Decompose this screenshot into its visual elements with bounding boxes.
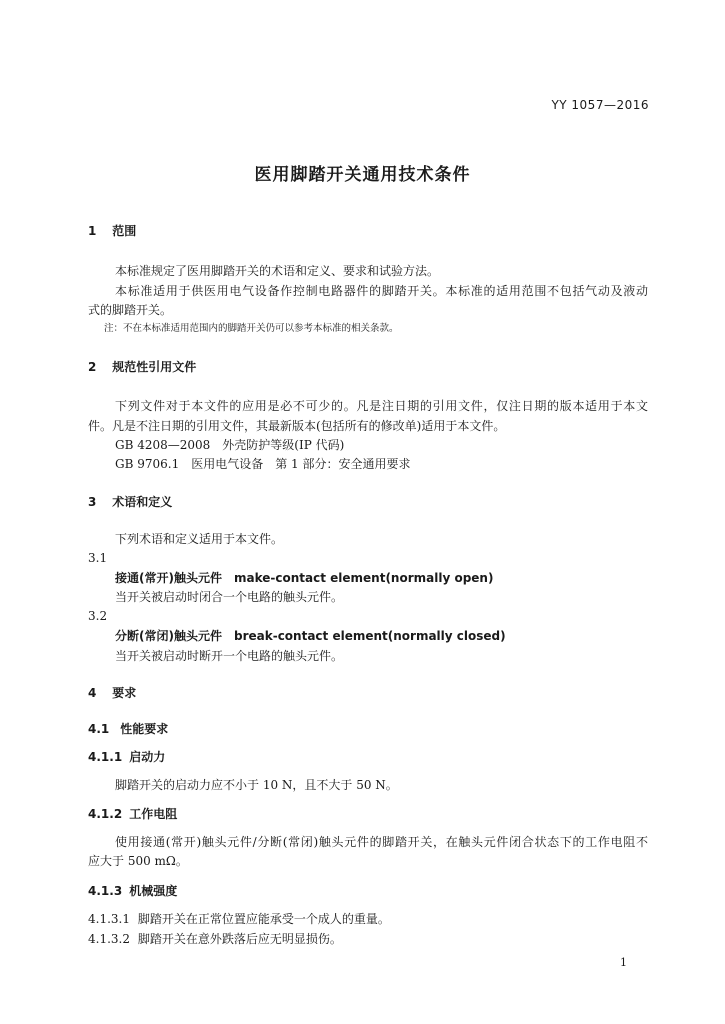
section-number: 4 <box>88 686 97 700</box>
document-title: 医用脚踏开关通用技术条件 <box>254 165 471 185</box>
paragraph-line: 应大于 500 mΩ。 <box>88 854 188 868</box>
subsection-title: 工作电阻 <box>129 807 178 821</box>
subsection-title: 启动力 <box>129 750 166 764</box>
term-definition: 当开关被启动时断开一个电路的触头元件。 <box>115 649 344 663</box>
section-number: 3 <box>88 495 97 509</box>
section-number: 1 <box>88 224 97 238</box>
section-title: 规范性引用文件 <box>112 360 197 374</box>
subsection-heading <box>88 883 177 899</box>
paragraph-line: 件。凡是不注日期的引用文件，其最新版本(包括所有的修改单)适用于本文件。 <box>88 419 506 433</box>
paragraph: 脚踏开关的启动力应不小于 10 N，且不大于 50 N。 <box>115 778 398 792</box>
term-chinese: 分断(常闭)触头元件 <box>115 629 222 643</box>
reference-item: GB 9706.1 医用电气设备 第 1 部分：安全通用要求 <box>115 457 411 471</box>
term-entry <box>115 628 506 644</box>
paragraph: 本标准规定了医用脚踏开关的术语和定义、要求和试验方法。 <box>115 264 440 278</box>
term-number: 3.2 <box>88 609 108 623</box>
reference-item: GB 4208—2008 外壳防护等级(IP 代码) <box>115 438 345 452</box>
subsection-number: 4.1.2 <box>88 807 123 821</box>
clause-text: 脚踏开关在正常位置应能承受一个成人的重量。 <box>137 912 390 926</box>
paragraph-line: 使用接通(常开)触头元件/分断(常闭)触头元件的脚踏开关，在触头元件闭合状态下的工作电阻不 <box>115 835 648 849</box>
page-number: 1 <box>620 956 627 969</box>
subsection-heading <box>88 749 165 765</box>
clause-item <box>88 931 342 947</box>
subsection-heading <box>88 721 168 737</box>
section-title: 要求 <box>112 686 137 700</box>
clause-text: 脚踏开关在意外跌落后应无明显损伤。 <box>137 932 342 946</box>
subsection-number: 4.1 <box>88 722 110 736</box>
term-definition: 当开关被启动时闭合一个电路的触头元件。 <box>115 590 344 604</box>
term-english: break-contact element(normally closed) <box>233 629 506 643</box>
paragraph-line: 式的脚踏开关。 <box>88 303 173 317</box>
term-english: make-contact element(normally open) <box>233 571 494 585</box>
standard-number: YY 1057—2016 <box>551 98 649 112</box>
note: 注：不在本标准适用范围内的脚踏开关仍可以参考本标准的相关条款。 <box>104 323 399 334</box>
subsection-title: 机械强度 <box>129 884 178 898</box>
section-2-heading <box>88 359 196 375</box>
paragraph: 下列术语和定义适用于本文件。 <box>115 532 284 546</box>
section-4-heading <box>88 685 136 701</box>
section-title: 范围 <box>112 224 137 238</box>
subsection-number: 4.1.1 <box>88 750 123 764</box>
term-number: 3.1 <box>88 551 108 565</box>
section-1-heading <box>88 223 136 239</box>
term-entry <box>115 570 493 586</box>
section-title: 术语和定义 <box>112 495 173 509</box>
paragraph-line: 下列文件对于本文件的应用是必不可少的。凡是注日期的引用文件，仅注日期的版本适用于本文 <box>115 399 648 413</box>
section-3-heading <box>88 494 172 510</box>
clause-number: 4.1.3.2 <box>88 932 130 946</box>
paragraph-line: 本标准适用于供医用电气设备作控制电路器件的脚踏开关。本标准的适用范围不包括气动及液动 <box>115 284 648 298</box>
term-chinese: 接通(常开)触头元件 <box>115 571 222 585</box>
section-number: 2 <box>88 360 97 374</box>
clause-number: 4.1.3.1 <box>88 912 130 926</box>
subsection-title: 性能要求 <box>120 722 169 736</box>
subsection-number: 4.1.3 <box>88 884 123 898</box>
subsection-heading <box>88 806 177 822</box>
clause-item <box>88 911 390 927</box>
